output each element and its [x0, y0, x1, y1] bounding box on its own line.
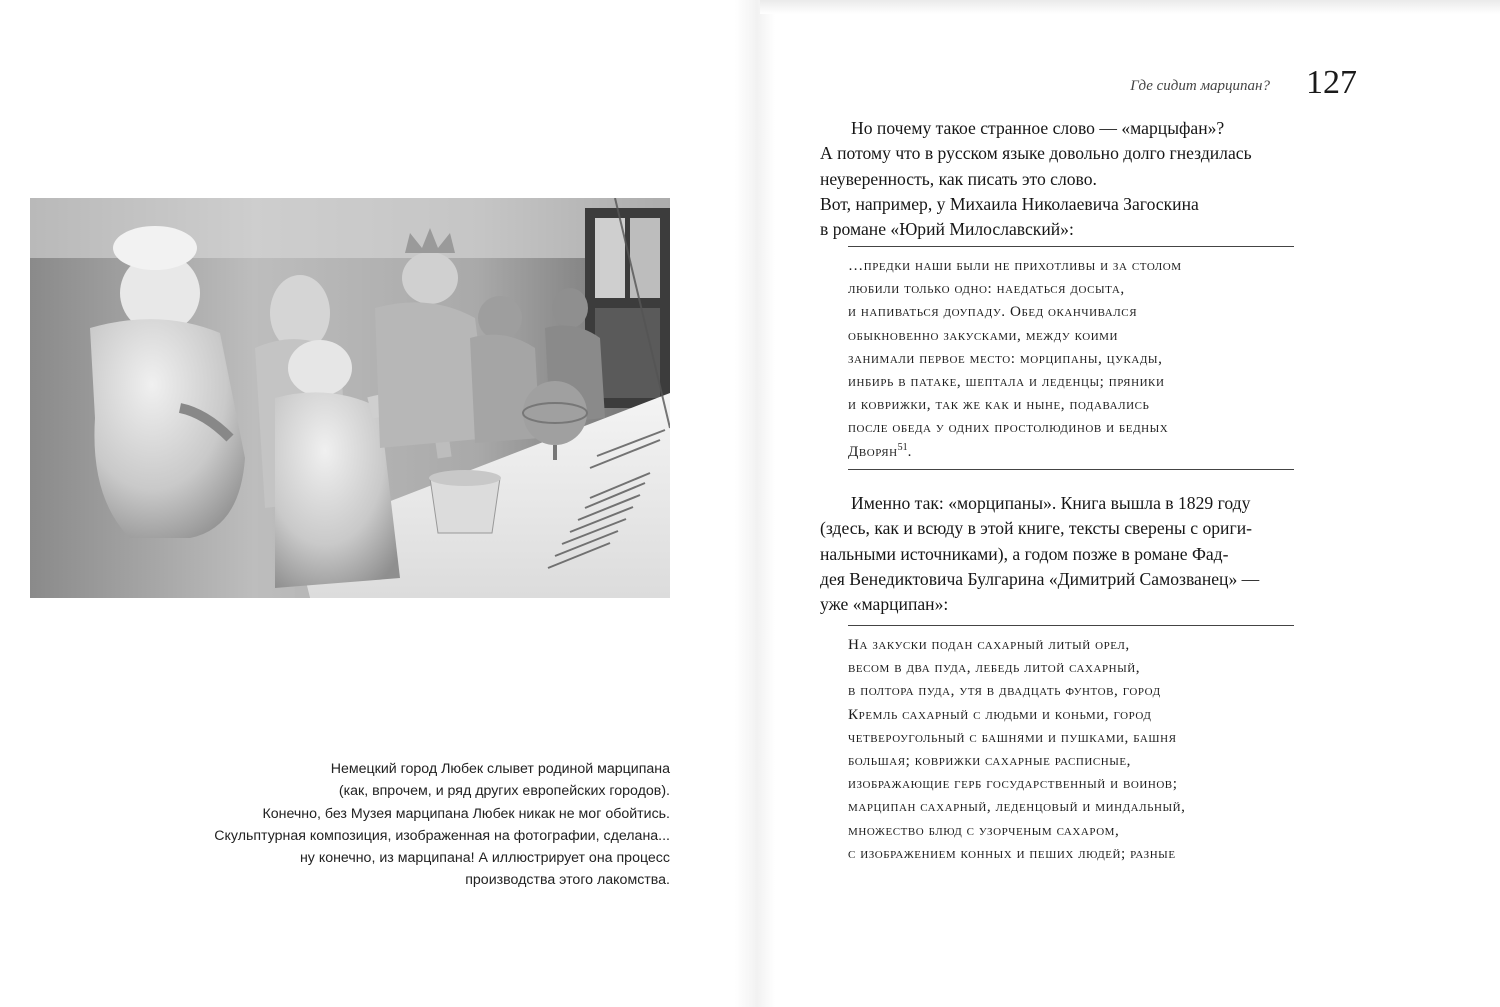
text-line: неуверенность, как писать это слово.: [820, 168, 1097, 189]
right-page: [760, 0, 1500, 1007]
quote-line-last: Дворян$^{51}$.: [848, 441, 913, 460]
quote-line: На закуски подан сахарный литый орел,: [848, 636, 1130, 653]
caption-line: Скульптурная композиция, изображенная на фотографии, сделана...: [214, 827, 670, 844]
text-line: А потому что в русском языке довольно долго гнездилась: [820, 143, 1252, 164]
text-line: Именно так: «морципаны». Книга вышла в 1829 году: [851, 493, 1251, 513]
page-number: 127: [1306, 64, 1357, 101]
text-line: Вот, например, у Михаила Николаевича Загоскина: [820, 193, 1199, 214]
text-line: дея Венедиктовича Булгарина «Димитрий Самозванец» —: [820, 568, 1260, 589]
quote-line: любили только одно: наедаться досыта,: [848, 280, 1125, 298]
caption-line: производства этого лакомства.: [465, 872, 670, 889]
caption-line: ну конечно, из марципана! А иллюстрирует она процесс: [299, 850, 670, 867]
quote-line: множество блюд с узорченым сахаром,: [848, 821, 1120, 839]
text-line: в романе «Юрий Милославский»:: [820, 219, 1074, 240]
quote-rule-bottom: [848, 469, 1294, 470]
quote-line: марципан сахарный, леденцовый и миндальный,: [848, 798, 1186, 816]
quote-line: обыкновенно закусками, между коими: [848, 326, 1119, 344]
left-page: [0, 0, 745, 1007]
caption-line: Конечно, без Музея марципана Любек никак не мог обойтись.: [262, 805, 670, 822]
text-line: уже «марципан»:: [820, 594, 949, 615]
running-head: Где сидит марципан?: [1130, 78, 1270, 94]
text-line: (здесь, как и всюду в этой книге, тексты сверены с ориги-: [820, 518, 1252, 539]
quote-line: занимали первое место: морципаны, цукады,: [848, 349, 1163, 367]
quote-line: большая; коврижки сахарные расписные,: [848, 752, 1132, 770]
quote-line: с изображением конных и пеших людей; разные: [848, 844, 1176, 862]
caption-line: Немецкий город Любек слывет родиной марципана: [330, 761, 670, 777]
quote-line: Кремль сахарный с людьми и коньми, город: [848, 705, 1152, 723]
footnote-marker[interactable]: 51: [897, 441, 908, 453]
text-line: нальными источниками), а годом позже в романе Фад-: [820, 543, 1229, 564]
text-line: Но почему такое странное слово — «марцыфан»?: [851, 118, 1225, 138]
photo-illustration: [30, 198, 670, 598]
caption-line: (как, впрочем, и ряд других европейских городов).: [338, 783, 670, 800]
paragraph-1: [820, 116, 1252, 242]
quote-line: весом в два пуда, лебедь литой сахарный,: [848, 659, 1141, 677]
quote-rule-top-2: [848, 625, 1294, 626]
quote-line: и напиваться доупаду. Обед оканчивался: [848, 303, 1138, 321]
quote-line: …предки наши были не прихотливы и за столом: [848, 257, 1182, 274]
quote-line: и коврижки, так же как и ныне, подавались: [848, 396, 1150, 414]
quote-rule-top: [848, 246, 1294, 247]
quote-line: четвероугольный с башнями и пушками, башня: [848, 728, 1177, 746]
quote-line: инбирь в патаке, шептала и леденцы; пряники: [848, 373, 1165, 391]
marzipan-sculpture-photo: [30, 198, 670, 598]
quote-line: после обеда у одних простолюдинов и бедных: [848, 419, 1169, 437]
paragraph-2: [820, 491, 1259, 617]
quote-line: в полтора пуда, утя в двадцать фунтов, город: [848, 682, 1161, 700]
quote-line: Дворян: [848, 442, 898, 460]
quote-zagoskin: [848, 254, 1295, 463]
photo-caption: [180, 758, 670, 892]
quote-line: изображающие герб государственный и воинов;: [848, 775, 1178, 793]
quote-bulgarin: [848, 633, 1295, 865]
